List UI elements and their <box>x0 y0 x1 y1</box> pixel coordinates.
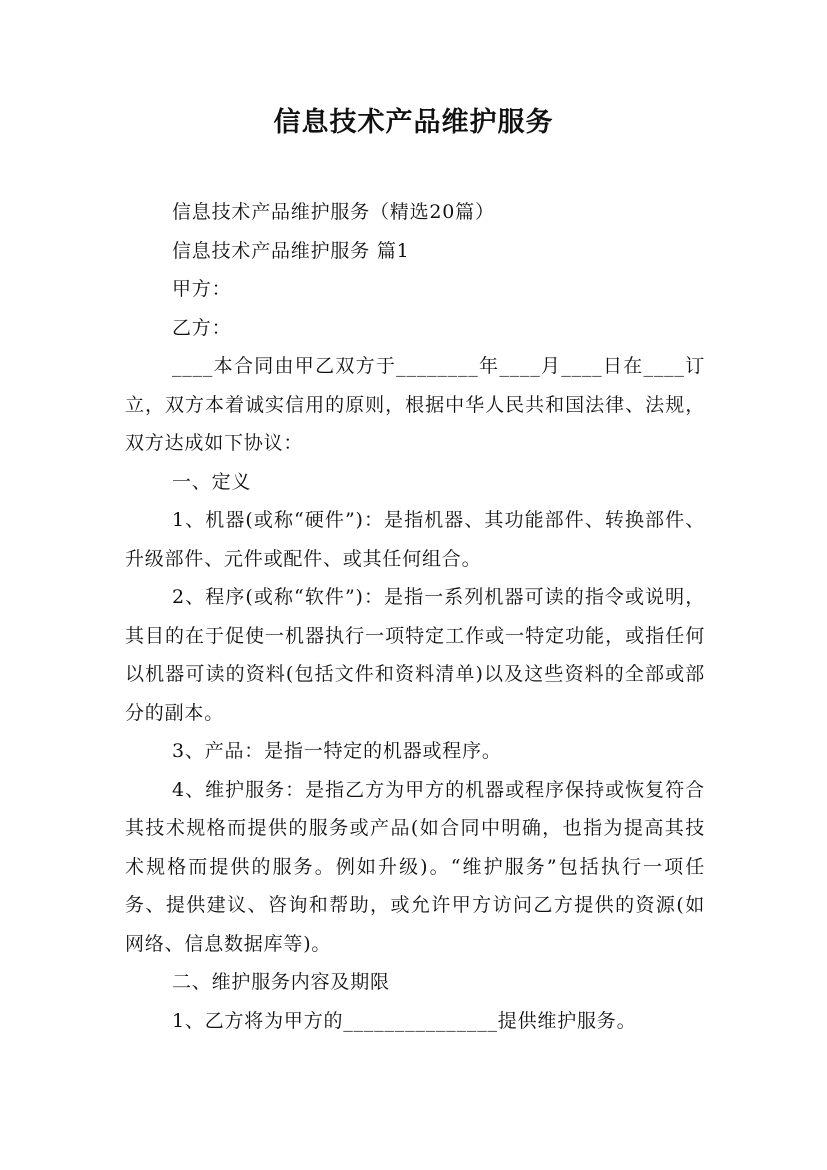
document-body <box>125 193 705 1040</box>
services-heading: 二、维护服务内容及期限 <box>172 971 390 993</box>
party-b-line: 乙方： <box>172 316 232 339</box>
section-heading: 信息技术产品维护服务 篇1 <box>172 239 410 262</box>
definition-maintenance: 4、维护服务：是指乙方为甲方的机器或程序保持或恢复符合其技术规格而提供的服务或产品(如合同中明确，也指为提高其技术规格而提供的服务。例如升级)。“维护服务”包括执行一项任务、提供建议、咨询和帮助，或允许甲方访问乙方提供的资源(如网络、信息数据库等)。 <box>125 778 705 955</box>
contract-intro-paragraph: ____本合同由甲乙双方于________年____月____日在____订立，双方本着诚实信用的原则，根据中华人民共和国法律、法规，双方达成如下协议： <box>125 355 705 454</box>
definition-product: 3、产品：是指一特定的机器或程序。 <box>172 740 502 762</box>
services-clause-1: 1、乙方将为甲方的_______________提供维护服务。 <box>172 1009 637 1032</box>
definitions-heading: 一、定义 <box>172 470 252 493</box>
party-a-line: 甲方： <box>172 278 232 300</box>
subtitle-line: 信息技术产品维护服务（精选20篇） <box>172 201 495 223</box>
document-title: 信息技术产品维护服务 <box>273 107 554 138</box>
definition-software: 2、程序(或称“软件”)：是指一系列机器可读的指令或说明，其目的在于促使一机器执行一项特定工作或一特定功能，或指任何以机器可读的资料(包括文件和资料清单)以及这些资料的全部或部分的副本。 <box>125 586 705 724</box>
definition-hardware: 1、机器(或称“硬件”)：是指机器、其功能部件、转换部件、升级部件、元件或配件、或其任何组合。 <box>125 509 705 570</box>
